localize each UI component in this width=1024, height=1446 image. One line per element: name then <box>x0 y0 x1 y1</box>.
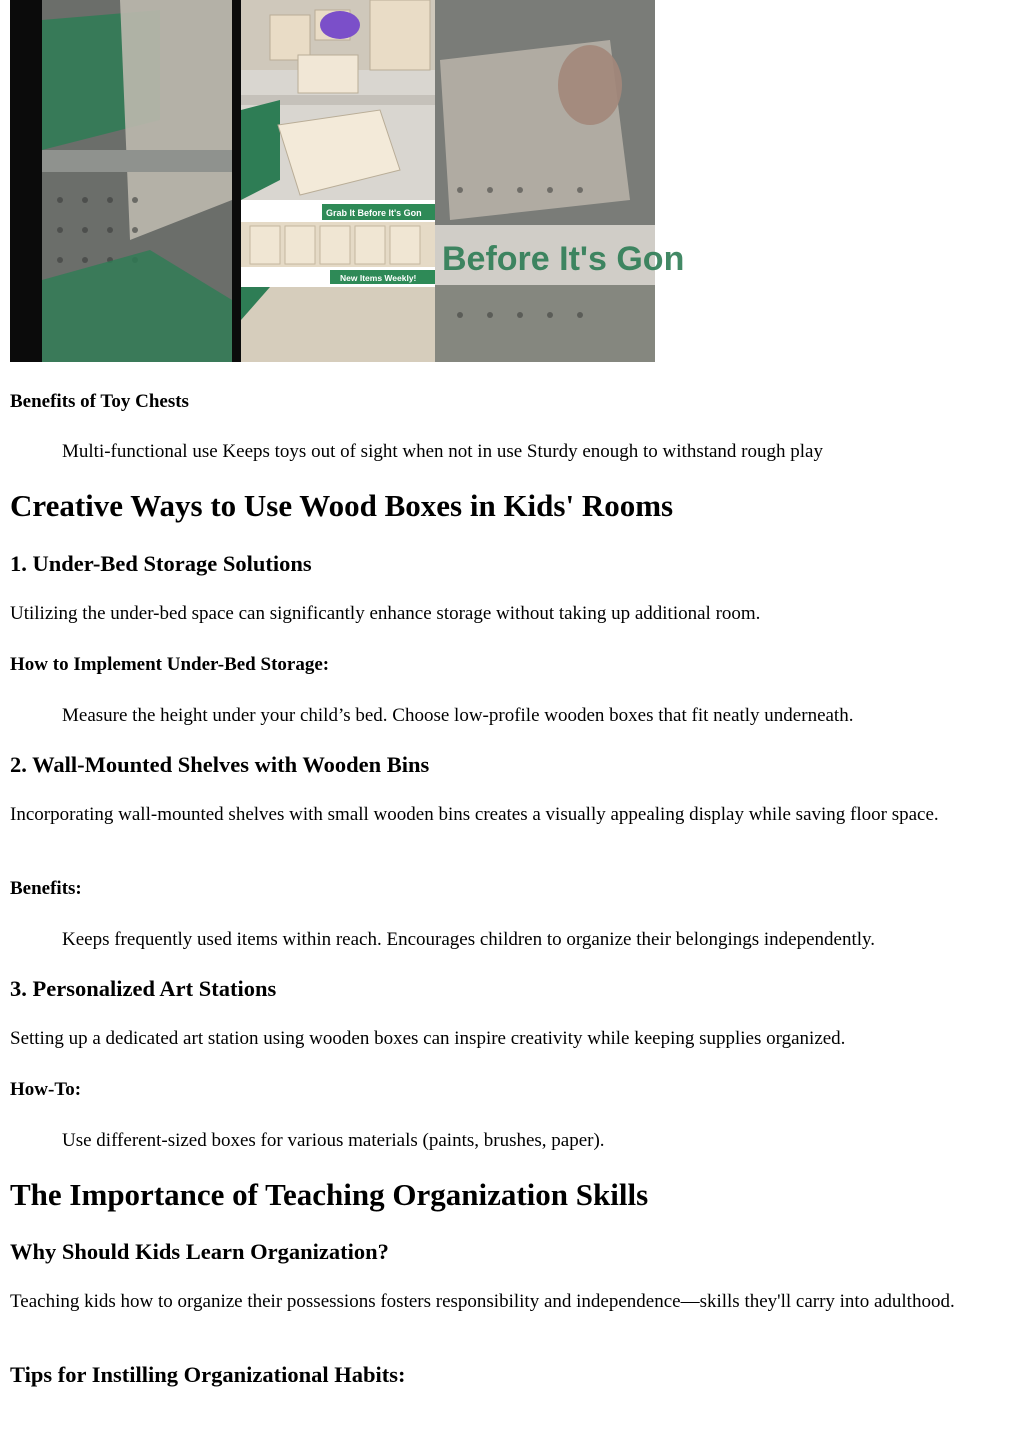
why-learn-paragraph: Teaching kids how to organize their possessions fosters responsibility and independence—skills they'll carry into adulthood. <box>10 1291 955 1312</box>
wall-shelves-subheading: Benefits: <box>10 878 82 899</box>
hero-image <box>10 0 685 362</box>
why-learn-heading: Why Should Kids Learn Organization? <box>10 1239 389 1264</box>
wall-shelves-heading: 2. Wall-Mounted Shelves with Wooden Bins <box>10 752 430 777</box>
under-bed-paragraph: Utilizing the under-bed space can significantly enhance storage without taking up additional room. <box>10 603 761 624</box>
tips-heading: Tips for Instilling Organizational Habits: <box>10 1362 406 1387</box>
importance-heading: The Importance of Teaching Organization Skills <box>10 1177 649 1212</box>
toy-chests-list: Multi-functional use Keeps toys out of sight when not in use Sturdy enough to withstand rough play <box>62 441 823 462</box>
hand-shape <box>558 45 622 125</box>
shelf-sign-1: Grab It Before It's Gon <box>326 208 422 218</box>
art-stations-heading: 3. Personalized Art Stations <box>10 976 277 1001</box>
art-stations-paragraph: Setting up a dedicated art station using wooden boxes can inspire creativity while keeping supplies organized. <box>10 1028 846 1049</box>
shelf-sign-2: New Items Weekly! <box>340 273 417 283</box>
wall-shelves-list: Keeps frequently used items within reach. Encourages children to organize their belongings independently. <box>62 929 876 950</box>
under-bed-list: Measure the height under your child’s bed. Choose low-profile wooden boxes that fit neatly underneath. <box>62 705 854 726</box>
store-shelf-photo <box>10 0 685 362</box>
toy-chests-heading: Benefits of Toy Chests <box>10 391 189 412</box>
shelf-sign-3: Before It's Gon <box>442 240 685 278</box>
photo-left-border <box>10 0 42 362</box>
creative-ways-heading: Creative Ways to Use Wood Boxes in Kids' Rooms <box>10 488 674 523</box>
art-stations-subheading: How-To: <box>10 1079 82 1100</box>
under-bed-heading: 1. Under-Bed Storage Solutions <box>10 551 312 576</box>
art-stations-list: Use different-sized boxes for various materials (paints, brushes, paper). <box>62 1130 605 1151</box>
under-bed-subheading: How to Implement Under-Bed Storage: <box>10 654 330 675</box>
wall-shelves-paragraph: Incorporating wall-mounted shelves with small wooden bins creates a visually appealing display while saving floor space. <box>10 804 939 825</box>
